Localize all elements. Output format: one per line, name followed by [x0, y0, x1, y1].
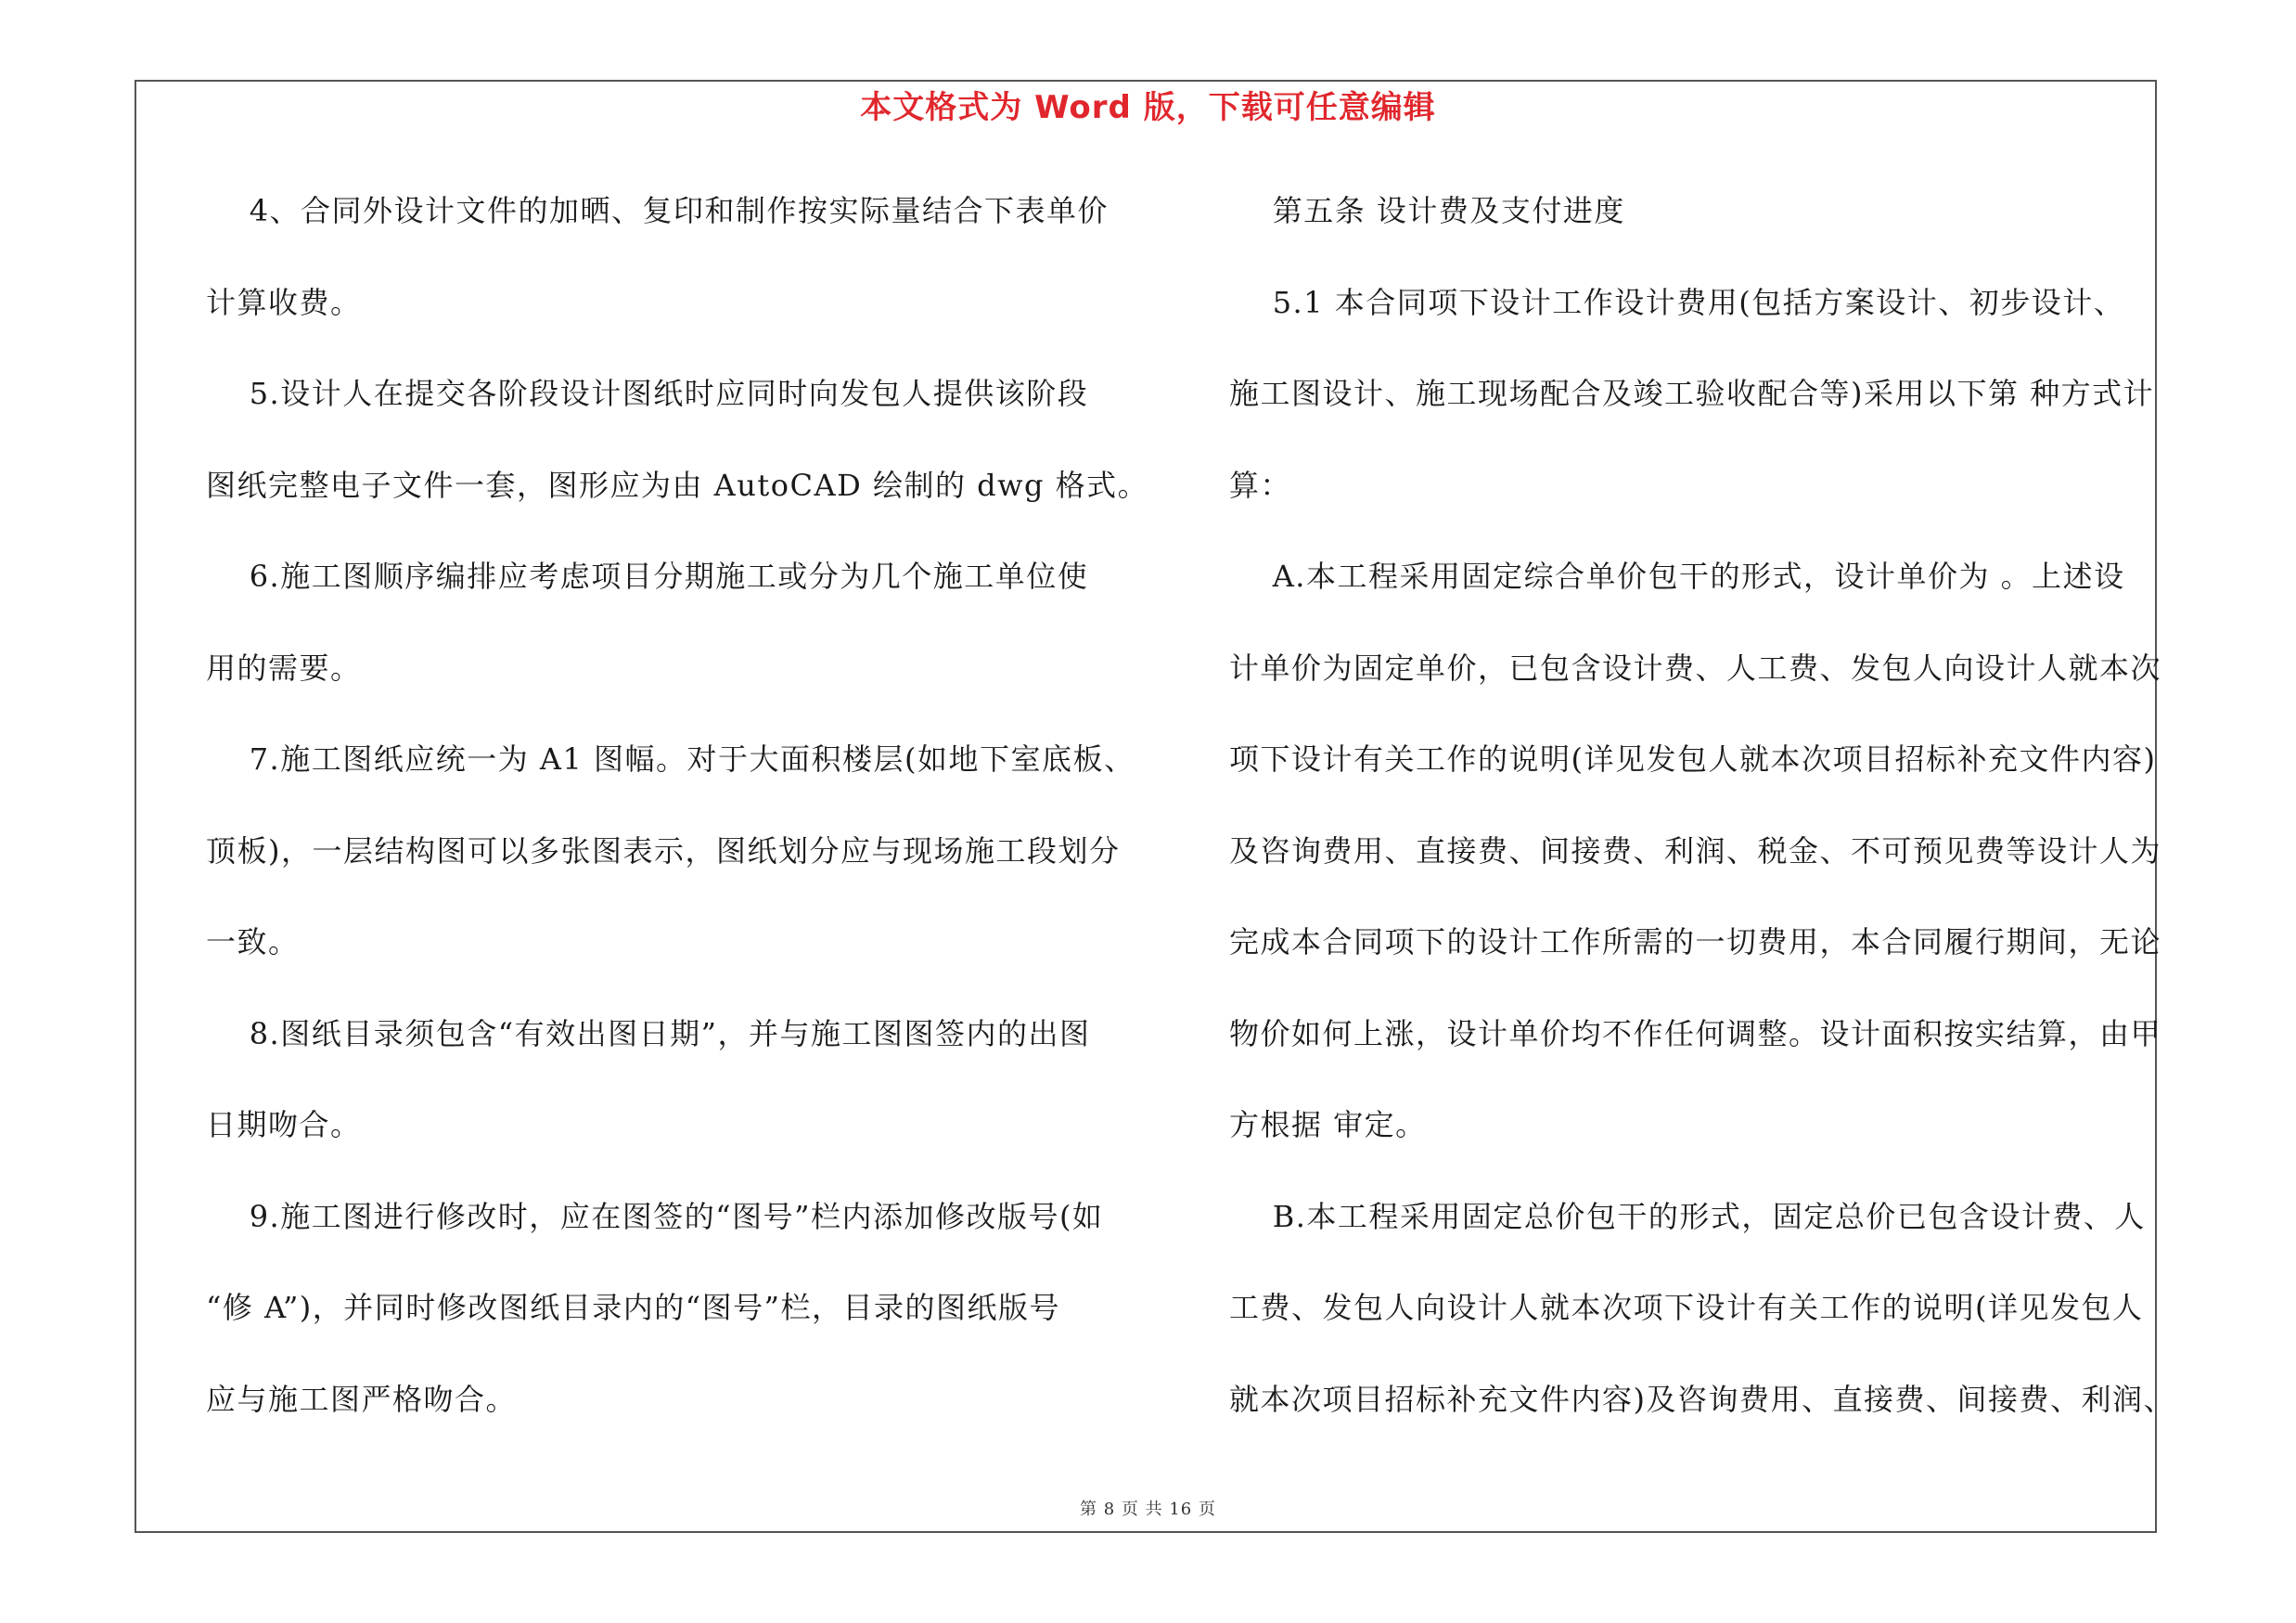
- left-line-8: 顶板)，一层结构图可以多张图表示，图纸划分应与现场施工段划分: [206, 832, 1121, 869]
- left-line-10: 8.图纸目录须包含“有效出图日期”，并与施工图图签内的出图: [206, 1015, 1091, 1051]
- right-line-5: A.本工程采用固定综合单价包干的形式，设计单价为 。上述设: [1229, 559, 2125, 594]
- right-line-12: B.本工程采用固定总价包干的形式，固定总价已包含设计费、人: [1229, 1198, 2146, 1234]
- right-line-11: 方根据 审定。: [1229, 1107, 1427, 1142]
- format-banner: 本文格式为 Word 版，下载可任意编辑: [860, 89, 1436, 126]
- right-line-10: 物价如何上涨，设计单价均不作任何调整。设计面积按实结算，由甲: [1229, 1015, 2162, 1051]
- right-line-9: 完成本合同项下的设计工作所需的一切费用，本合同履行期间，无论: [1229, 924, 2162, 960]
- right-line-6: 计单价为固定单价，已包含设计费、人工费、发包人向设计人就本次: [1229, 650, 2162, 686]
- right-line-7: 项下设计有关工作的说明(详见发包人就本次项目招标补充文件内容): [1229, 741, 2157, 777]
- left-line-2: 计算收费。: [206, 284, 362, 320]
- right-line-1: 第五条 设计费及支付进度: [1229, 193, 1625, 228]
- left-line-13: “修 A”)，并同时修改图纸目录内的“图号”栏，目录的图纸版号: [206, 1290, 1061, 1325]
- right-line-13: 工费、发包人向设计人就本次项下设计有关工作的说明(详见发包人: [1229, 1290, 2144, 1325]
- right-column: [1229, 181, 2174, 1461]
- right-line-3: 施工图设计、施工现场配合及竣工验收配合等)采用以下第 种方式计: [1229, 376, 2155, 411]
- page-number-footer: 第 8 页 共 16 页: [1080, 1500, 1216, 1519]
- right-line-14: 就本次项目招标补充文件内容)及咨询费用、直接费、间接费、利润、: [1229, 1381, 2174, 1417]
- left-line-7: 7.施工图纸应统一为 A1 图幅。对于大面积楼层(如地下室底板、: [206, 741, 1135, 777]
- left-line-14: 应与施工图严格吻合。: [206, 1381, 518, 1417]
- left-line-3: 5.设计人在提交各阶段设计图纸时应同时向发包人提供该阶段: [206, 376, 1089, 411]
- right-line-2: 5.1 本合同项下设计工作设计费用(包括方案设计、初步设计、: [1229, 284, 2125, 320]
- left-line-1: 4、合同外设计文件的加晒、复印和制作按实际量结合下表单价: [206, 193, 1110, 228]
- right-line-4: 算：: [1229, 467, 1292, 503]
- left-line-6: 用的需要。: [206, 650, 362, 686]
- left-line-9: 一致。: [206, 924, 300, 960]
- left-line-12: 9.施工图进行修改时，应在图签的“图号”栏内添加修改版号(如: [206, 1198, 1104, 1234]
- left-column: [206, 181, 1149, 1461]
- left-line-11: 日期吻合。: [206, 1107, 362, 1142]
- left-line-5: 6.施工图顺序编排应考虑项目分期施工或分为几个施工单位使: [206, 559, 1089, 594]
- left-line-4: 图纸完整电子文件一套，图形应为由 AutoCAD 绘制的 dwg 格式。: [206, 467, 1149, 503]
- right-line-8: 及咨询费用、直接费、间接费、利润、税金、不可预见费等设计人为: [1229, 832, 2162, 869]
